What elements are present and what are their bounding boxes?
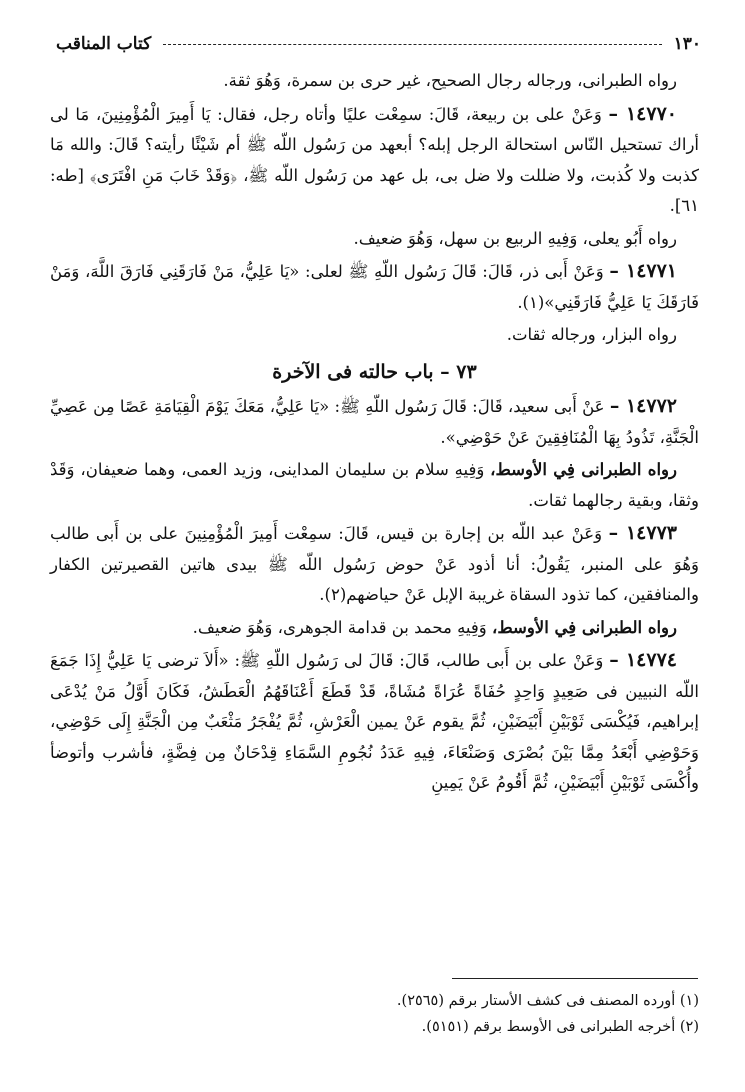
narration-source: رواه الطبرانى، ورجاله رجال الصحيح، غير حرى بن سمرة، وَهُوَ ثقة. [223,71,677,90]
header-rule [163,44,661,45]
hadith-14770 [50,99,699,222]
hadith-text: وَعَنْ على بن أَبى طالب، قَالَ: قَالَ لى رَسُول اللّهِ ﷺ: «أَلاَ ترضى يَا عَلِيُّ إِذَا جَمَعَ اللّه النبيين فى صَعِيدٍ وَاحِدٍ حُفَاةً عُرَاةً مُشَاةً، قَدْ قَطَعَ أَعْنَاقَهُمُ الْعَطَشُ، فَكَانَ أَوَّلُ مَنْ يُدْعَى إبراهيم، فَيُكْسَى ثَوْبَيْنِ أَبْيَضَيْنِ، ثُمَّ يقوم عَنْ يمين الْعَرْشِ، ثُمَّ يُفْجَرُ مَثْعَبٌ مِن الْجَنَّةِ إِلَى حَوْضِي، وَحَوْضِي أَبْعَدُ مِمَّا بَيْنَ بُصْرَى وَصَنْعَاءَ، فِيهِ عَدَدُ نُجُومِ السَّمَاءِ قِدْحَانٌ مِن فِضَّةٍ، فأشرب وأتوضأ وأُكْسَى ثَوْبَيْنِ أَبْيَضَيْنِ، ثُمَّ أَقُومُ عَنْ يَمِينِ [50,651,699,792]
chapter-heading: ٧٣ – باب حالته فى الآخرة [272,360,477,383]
footnote-divider [452,978,698,979]
source-label: رواه الطبرانى فِي الأوسط، [490,460,677,479]
hadith-14771 [50,256,699,318]
footnote-1: (١) أورده المصنف فى كشف الأستار برقم (٢٥٦٥). [396,993,699,1009]
source-text: وَفِيهِ سلام بن سليمان المداينى، وزيد العمى، وهما ضعيفان، وَقَدْ وثقا، وبقية رجالهما ثقات. [50,460,699,510]
hadith-text: وَعَنْ عبد اللّه بن إجارة بن قيس، قَالَ: سمِعْت أَمِيرَ الْمُؤْمِنِينَ على بن أَبى طالب وَهُوَ على المنبر، يَقُولُ: أنا أذود عَنْ حوض رَسُول اللّه ﷺ بيدى هاتين القصيرتين الكفار والمنافقين، كما تذود السقاة غريبة الإبل عَنْ حياضهم(٢). [50,524,699,604]
footnote-2: (٢) أخرجه الطبرانى فى الأوسط برقم (٥١٥١). [421,1019,699,1035]
hadith-number: ١٤٧٧٢ – [609,395,677,417]
narration-source: رواه البزار، ورجاله ثقات. [506,325,677,344]
hadith-14772 [50,391,699,453]
hadith-number: ١٤٧٧٣ – [608,522,677,544]
hadith-number: ١٤٧٧١ – [609,260,678,282]
source-text: وَفِيهِ محمد بن قدامة الجوهرى، وَهُوَ ضعيف. [192,617,487,637]
hadith-number: ١٤٧٧٤ – [609,649,677,671]
hadith-text: وَعَنْ على بن ربيعة، قَالَ: سمِعْت عليًا وأتاه رجل، فقال: يَا أَمِيرَ الْمُؤْمِنِينَ، مَا لى أراك تستحيل النّاس استحالة الرجل إبله؟ أبعهد من رَسُول اللّه ﷺ أم شَيْئًا رأيته؟ قَالَ: والله مَا كذبت ولا كُذبت، ولا ضللت ولا ضل بى، بل عهد من رَسُول اللّه ﷺ، ﴿وَقَدْ خَابَ مَنِ افْتَرَى﴾ [طه: ٦١]. [50,104,699,215]
book-title: كتاب المناقب [56,34,152,54]
narration-source [50,455,699,516]
page-number: ١٣٠ [673,34,701,54]
hadith-text: وَعَنْ أَبى ذر، قَالَ: قَالَ رَسُول اللّهِ ﷺ لعلى: «يَا عَلِيُّ، مَنْ فَارَقَنِي فَارَقَ اللَّهَ، وَمَنْ فَارَقَكَ يَا عَلِيُّ فَارَقَنِي»(١). [50,262,699,312]
page-header [56,30,701,58]
footnotes [80,988,699,1040]
narration-source: رواه أَبُو يعلى، وَفِيهِ الربيع بن سهل، وَهُوَ ضعيف. [353,228,677,248]
hadith-14773 [50,518,699,611]
main-text [50,66,699,801]
hadith-text: عَنْ أَبى سعيد، قَالَ: قَالَ رَسُول اللّهِ ﷺ: «يَا عَلِيُّ، مَعَكَ يَوْمَ الْقِيَامَةِ عَصًا مِن عَصِيِّ الْجَنَّةِ، تَذُودُ بِهَا الْمُنَافِقِينَ عَنْ حَوْضِي». [50,397,699,447]
narration-source [50,613,699,644]
hadith-number: ١٤٧٧٠ – [608,102,677,125]
source-label: رواه الطبرانى فِي الأوسط، [492,617,677,637]
hadith-14774 [50,645,699,799]
